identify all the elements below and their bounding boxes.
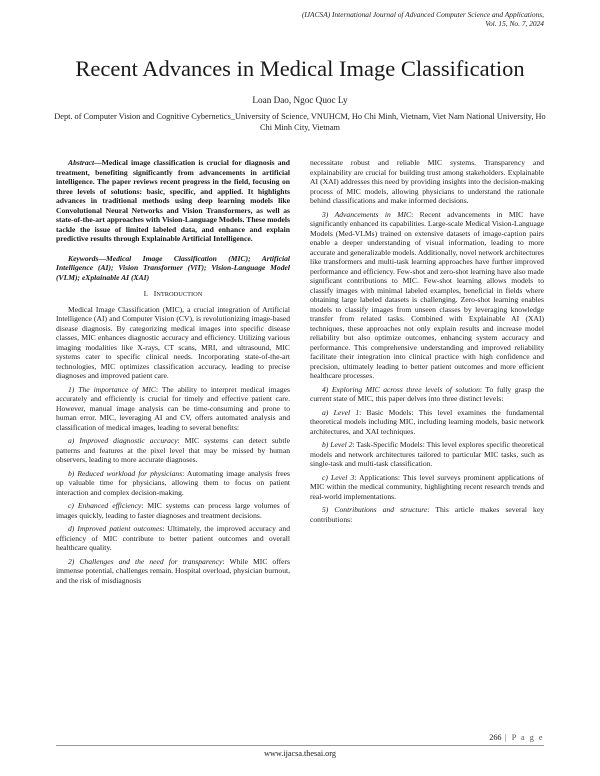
level-2-text: : Task-Specific Models: This level explores specific theoretical models and network architectures tailored to particular MIC tasks, such as single-task and multi-task classification.: [310, 440, 544, 468]
level-3-heading: c) Level 3: [322, 472, 355, 482]
section-heading-introduction: [56, 289, 290, 300]
abstract: [56, 158, 290, 244]
page-number-value: 266: [489, 733, 502, 742]
benefit-b: [56, 469, 290, 498]
page-number: [489, 733, 544, 742]
contributions-paragraph: [310, 505, 544, 524]
paper-authors: Loan Dao, Ngoc Quoc Ly: [252, 95, 348, 105]
contributions-text: : This article makes several key contributions:: [310, 505, 544, 524]
benefit-a-text: : MIC systems can detect subtle patterns and features at the pixel level that may be missed by human observers, leading to more accurate diagnoses.: [56, 436, 290, 464]
page-label: | P a g e: [501, 733, 544, 742]
exploring-text: : To fully grasp the current state of MIC, this paper delves into three distinct levels:: [310, 384, 544, 403]
footer-divider: [56, 745, 544, 746]
level-2-heading: b) Level 2: [322, 440, 353, 449]
keywords: Keywords—Medical Image Classification (MIC); Artificial Intelligence (AI); Vision Transformer (ViT); Vision-Language Model (VLM); eXplainable AI (XAI): [56, 253, 290, 282]
level-1-text: : Basic Models: This level examines the fundamental theoretical models including MIC, including learning models, basic network architectures, and XAI techniques.: [310, 407, 544, 436]
benefit-b-text: : Automating image analysis frees up valuable time for physicians, allowing them to focus on patient interaction and complex decision-making.: [56, 468, 290, 497]
section-title-rest: NTRODUCTION: [156, 291, 203, 298]
benefit-d-text: : Ultimately, the improved accuracy and efficiency of MIC contribute to better patient outcomes and overall healthcare quality.: [56, 524, 290, 552]
level-1-heading: a) Level 1: [322, 407, 360, 417]
intro-paragraph: Medical Image Classification (MIC), a crucial integration of Artificial Intelligence (AI) and Computer Vision (CV), is revolutionizing image-based disease diagnosis. By categorizing medical images into specific disease classes, MIC enhances diagnostic accuracy and efficiency. Utilizing various imaging modalities like X-rays, CT scans, MRI, and ultrasound, MIC systems cater to specific clinical needs. Incorporating state-of-the-art technologies, MIC optimizes classification accuracy, leading to precise diagnoses and improved patient care.: [56, 304, 290, 380]
benefit-d-heading: d) Improved patient outcomes: [68, 524, 163, 533]
importance-heading: 1) The importance of MIC: [68, 384, 156, 394]
level-1: [310, 408, 544, 437]
section-title-initial: I: [153, 289, 157, 298]
challenges-paragraph: [56, 557, 290, 586]
abstract-text: Medical image classification is crucial for diagnosis and treatment, benefiting significantly from advancements in artificial intelligence. The paper reviews recent progress in the field, focusing on three levels of solutions: basic, specific, and applied. It highlights advances in traditional methods using deep learning models like Convolutional Neural Networks and Vision Transformers, as well as state-of-the-art approaches with Vision-Language Models. These models tackle the issue of limited labeled data, and enhance and explain predictive results through Explainable Artificial Intelligence.: [56, 158, 290, 243]
benefit-d: [56, 524, 290, 553]
contributions-heading: 5) Contributions and structure: [322, 505, 428, 514]
benefit-a-heading: a) Improved diagnostic accuracy: [68, 436, 178, 445]
right-column: [310, 158, 544, 524]
section-numeral: I.: [143, 289, 149, 298]
benefit-c: [56, 501, 290, 520]
importance-text: : The ability to interpret medical images accurately and efficiently is crucial for timely and effective patient care. However, manual image analysis can be time-consuming and prone to human error. MIC, leveraging AI and CV, offers automated analysis and classification of medical images, leading to several benefits:: [56, 384, 290, 432]
journal-name: (IJACSA) International Journal of Advanced Computer Science and Applications,: [301, 10, 544, 19]
advancements-paragraph: [310, 210, 544, 381]
benefit-c-text: : MIC systems can process large volumes of images quickly, leading to faster diagnoses and treatment decisions.: [56, 501, 290, 520]
journal-volume: Vol. 15, No. 7, 2024: [485, 19, 544, 29]
journal-header: [224, 10, 544, 29]
left-column: [56, 158, 290, 585]
level-3-text: : Applications: This level surveys prominent applications of MIC within the medical community, highlighting recent research trends and real-world implementations.: [310, 472, 544, 501]
continuation-paragraph: necessitate robust and reliable MIC systems. Transparency and explainability are crucial for building trust among stakeholders. Explainable AI (XAI) addresses this need by providing insights into the decision-making process of MIC models, allowing physicians to understand the rationale behind classifications and make informed decisions.: [310, 158, 544, 205]
exploring-paragraph: [310, 385, 544, 404]
exploring-heading: 4) Exploring MIC across three levels of solution: [322, 384, 480, 394]
advancements-text: : Recent advancements in MIC have significantly enhanced its capabilities. Large-scale Medical Vision-Language Models (Med-VLMs) trained on extensive datasets of image-caption pairs enable a deeper understanding of visual information, leading to more accurate and generalizable models. Additionally, novel network architectures like transformers and multi-task learning approaches have further improved performance and efficiency. Few-shot and zero-shot learning have also made significant contributions to MIC. Few-shot learning allows models to classify images with minimal labeled examples, beneficial in fields where obtaining large labeled datasets is challenging. Zero-shot learning enables models to classify images from unseen classes by leveraging knowledge transfer from related tasks. Combined with Explainable AI (XAI) techniques, these approaches not only explain results and increase model reliability but also optimize outcomes, enhancing system accuracy and performance. This comprehensive understanding and improved reliability facilitate their integration into clinical practice with high confidence and precision, ultimately leading to better patient outcomes and more efficient healthcare processes.: [310, 209, 544, 380]
author-affiliation: Dept. of Computer Vision and Cognitive Cybernetics_University of Science, VNUHCM, Ho Chi Minh, Vietnam, Viet Nam National University, Ho Chi Minh City, Vietnam: [54, 112, 546, 132]
level-3: [310, 473, 544, 502]
advancements-heading: 3) Advancements in MIC: [322, 209, 412, 219]
abstract-label: Abstract—: [68, 158, 102, 167]
level-2: [310, 440, 544, 469]
importance-paragraph: [56, 385, 290, 433]
paper-title: Recent Advances in Medical Image Classification: [75, 56, 525, 81]
footer-url[interactable]: www.ijacsa.thesai.org: [264, 749, 336, 758]
benefit-a: [56, 436, 290, 465]
challenges-text: : While MIC offers immense potential, challenges remain. Hospital overload, physician burnout, and the risk of misdiagnosis: [56, 556, 290, 585]
challenges-heading: 2) Challenges and the need for transparency: [68, 556, 223, 566]
benefit-c-heading: c) Enhanced efficiency: [68, 501, 142, 510]
benefit-b-heading: b) Reduced workload for physicians: [68, 468, 183, 478]
